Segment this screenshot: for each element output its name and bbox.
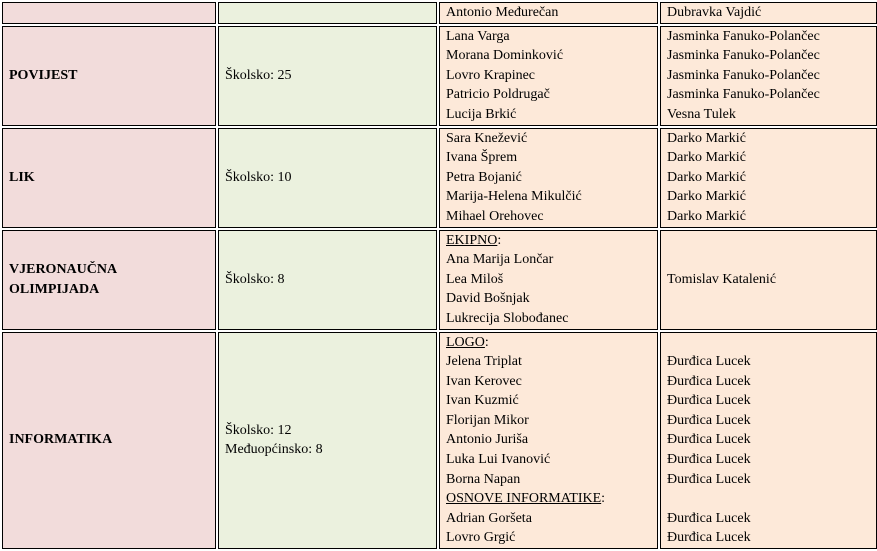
level-cell	[218, 128, 437, 228]
table-row	[2, 332, 877, 550]
student-name: Lea Miloš	[446, 271, 504, 287]
student-name: Lucija Brkić	[446, 106, 517, 122]
students-cell	[439, 26, 658, 126]
table-row	[2, 230, 877, 330]
student-name: Lana Varga	[446, 28, 510, 44]
students-group-heading: EKIPNO:	[446, 232, 502, 248]
students-group-heading: OSNOVE INFORMATIKE:	[446, 491, 606, 507]
subject-name: POVIJEST	[9, 67, 78, 83]
student-name: Luka Lui Ivanović	[446, 452, 551, 468]
level-text: Školsko: 12	[225, 422, 292, 438]
student-name: Sara Knežević	[446, 130, 528, 146]
header-cell-students	[439, 2, 658, 24]
level-text: Školsko: 10	[225, 169, 292, 185]
table-row	[2, 128, 877, 228]
mentor-name: Darko Markić	[667, 169, 746, 185]
mentor-name: Darko Markić	[667, 130, 746, 146]
mentors-cell	[660, 128, 877, 228]
mentors-cell	[660, 26, 877, 126]
student-name: Morana Dominković	[446, 48, 564, 64]
subject-cell	[2, 128, 216, 228]
mentor-name: Vesna Tulek	[667, 106, 736, 122]
student-name: Lovro Krapinec	[446, 67, 536, 83]
students-cell	[439, 128, 658, 228]
mentor-name: Đurđica Lucek	[667, 432, 751, 448]
mentor-name: Đurđica Lucek	[667, 354, 751, 370]
student-name: Marija-Helena Mikulčić	[446, 189, 582, 205]
students-group-heading: LOGO:	[446, 334, 489, 350]
header-cell-mentors	[660, 2, 877, 24]
spacer	[667, 489, 876, 509]
mentor-name: Darko Markić	[667, 208, 746, 224]
mentor-name: Đurđica Lucek	[667, 530, 751, 546]
student-name: Ivan Kuzmić	[446, 393, 519, 409]
student-name: Florijan Mikor	[446, 412, 529, 428]
level-cell	[218, 332, 437, 550]
mentor-name: Đurđica Lucek	[667, 412, 751, 428]
student-name: Adrian Goršeta	[446, 510, 532, 526]
student-name: Lukrecija Slobođanec	[446, 310, 569, 326]
mentor-name: Đurđica Lucek	[667, 393, 751, 409]
student-name: Patricio Poldrugač	[446, 87, 550, 103]
students-cell	[439, 332, 658, 550]
mentors-cell	[660, 332, 877, 550]
student-name: Ana Marija Lončar	[446, 252, 554, 268]
level-text: Školsko: 8	[225, 271, 285, 287]
header-student-teacher: Antonio Međurečan	[446, 5, 559, 20]
mentor-name: Đurđica Lucek	[667, 471, 751, 487]
students-cell	[439, 230, 658, 330]
student-name: Ivan Kerovec	[446, 373, 522, 389]
student-name: David Bošnjak	[446, 291, 530, 307]
mentor-name: Tomislav Katalenić	[667, 271, 777, 287]
student-name: Antonio Juriša	[446, 432, 529, 448]
subject-name: INFORMATIKA	[9, 432, 113, 448]
student-name: Ivana Šprem	[446, 150, 518, 166]
student-name: Borna Napan	[446, 471, 521, 487]
mentor-name: Đurđica Lucek	[667, 510, 751, 526]
student-name: Jelena Triplat	[446, 354, 522, 370]
mentor-name: Jasminka Fanuko-Polančec	[667, 87, 820, 103]
student-name: Petra Bojanić	[446, 169, 522, 185]
mentors-cell	[660, 230, 877, 330]
subject-name-cont: OLIMPIJADA	[9, 281, 100, 297]
subject-name: VJERONAUČNA	[9, 261, 118, 277]
spacer	[667, 333, 876, 353]
table-header-row	[2, 2, 877, 24]
subject-cell	[2, 26, 216, 126]
header-cell-subject	[2, 2, 216, 24]
level-cell	[218, 230, 437, 330]
subject-cell	[2, 230, 216, 330]
level-text: Školsko: 25	[225, 67, 292, 83]
table-row	[2, 26, 877, 126]
header-cell-level	[218, 2, 437, 24]
mentor-name: Jasminka Fanuko-Polančec	[667, 67, 820, 83]
header-mentor-teacher: Dubravka Vajdić	[667, 5, 762, 20]
mentor-name: Đurđica Lucek	[667, 452, 751, 468]
mentor-name: Jasminka Fanuko-Polančec	[667, 28, 820, 44]
student-name: Mihael Orehovec	[446, 208, 544, 224]
mentor-name: Đurđica Lucek	[667, 373, 751, 389]
subject-name: LIK	[9, 169, 35, 185]
mentor-name: Darko Markić	[667, 150, 746, 166]
mentor-name: Darko Markić	[667, 189, 746, 205]
mentor-name: Jasminka Fanuko-Polančec	[667, 48, 820, 64]
subject-cell	[2, 332, 216, 550]
level-cell	[218, 26, 437, 126]
student-name: Lovro Grgić	[446, 530, 516, 546]
level-text: Međuopćinsko: 8	[225, 442, 323, 458]
